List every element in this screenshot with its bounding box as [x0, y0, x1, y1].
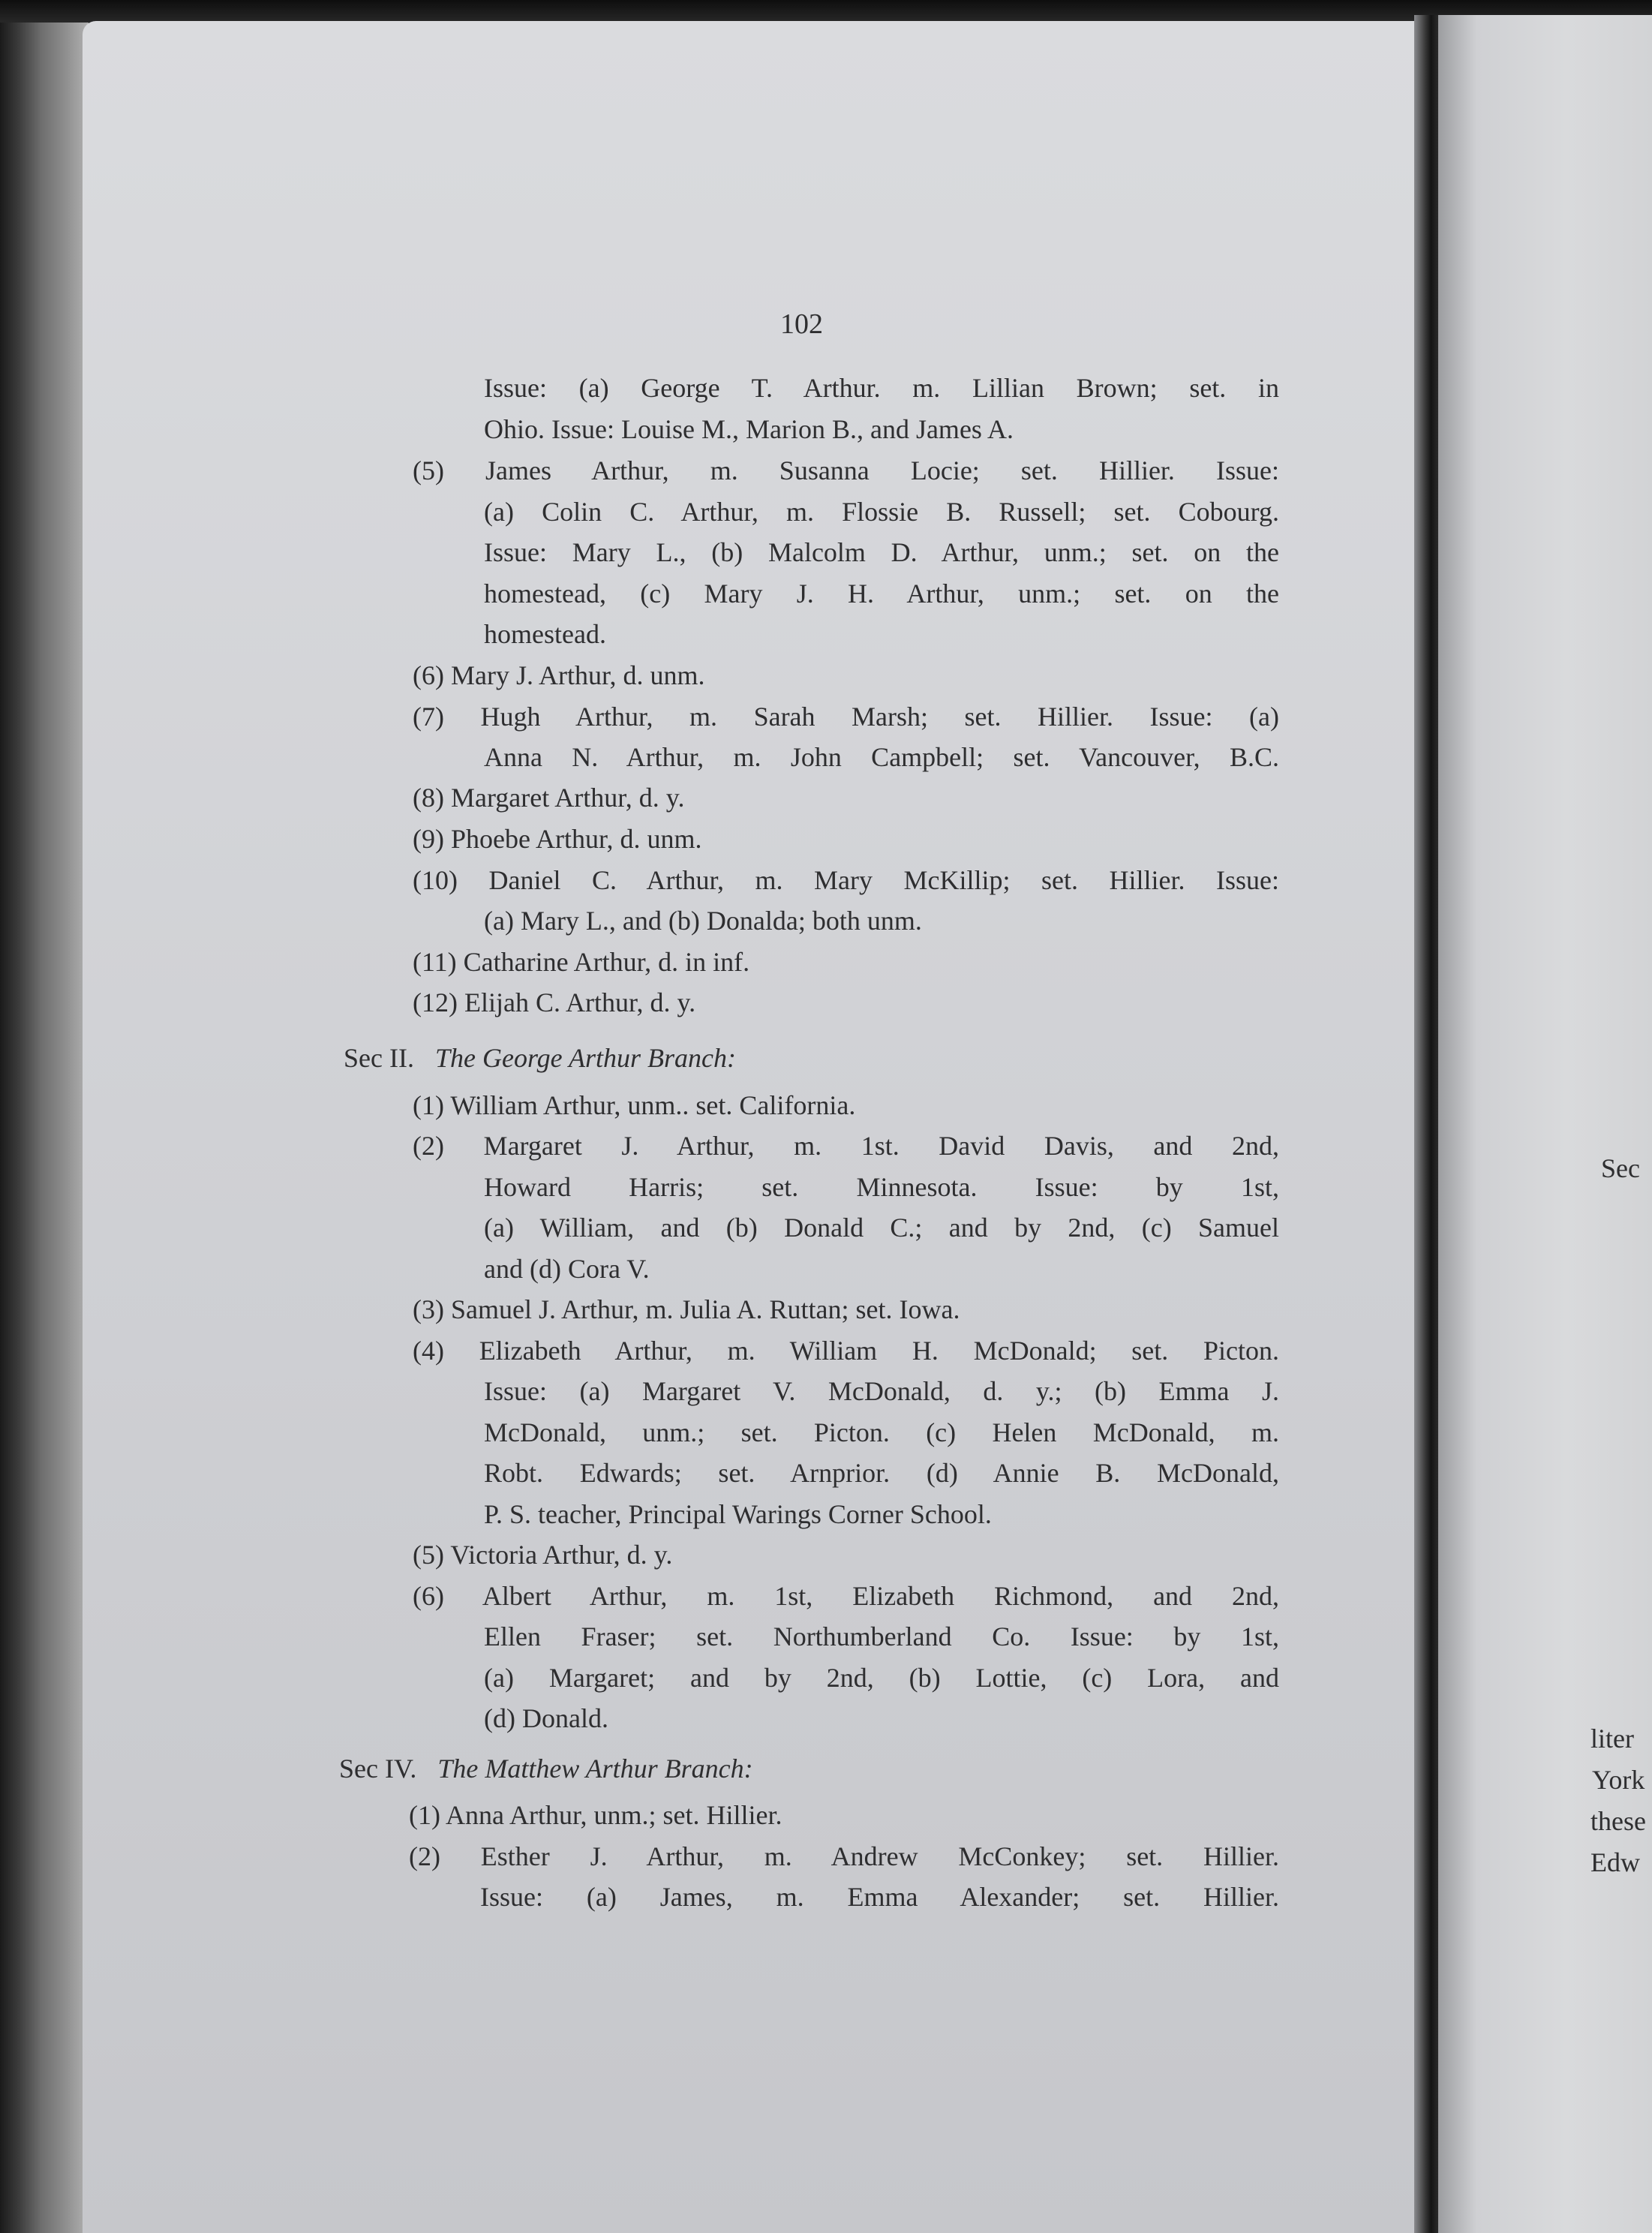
- text-line: Howard Harris; set. Minnesota. Issue: by 1st,: [484, 1172, 1279, 1202]
- text-line: (8) Margaret Arthur, d. y.: [413, 783, 685, 813]
- text-line: McDonald, unm.; set. Picton. (c) Helen McDonald, m.: [484, 1417, 1279, 1447]
- text-line: (3) Samuel J. Arthur, m. Julia A. Ruttan; set. Iowa.: [413, 1294, 960, 1324]
- text-line: (10) Daniel C. Arthur, m. Mary McKillip; set. Hillier. Issue:: [413, 865, 1279, 895]
- section-heading: [339, 1748, 753, 1789]
- text-line: Robt. Edwards; set. Arnprior. (d) Annie B. McDonald,: [484, 1458, 1279, 1488]
- text-line: homestead, (c) Mary J. H. Arthur, unm.; set. on the: [484, 579, 1279, 609]
- section-title: The Matthew Arthur Branch:: [437, 1754, 753, 1784]
- right-page-fragment: these: [1590, 1806, 1646, 1836]
- text-line: (11) Catharine Arthur, d. in inf.: [413, 947, 750, 977]
- text-line: Issue: (a) George T. Arthur. m. Lillian Brown; set. in: [484, 373, 1279, 403]
- text-line: (6) Albert Arthur, m. 1st, Elizabeth Richmond, and 2nd,: [413, 1581, 1279, 1611]
- text-line: (12) Elijah C. Arthur, d. y.: [413, 987, 696, 1017]
- text-line: homestead.: [484, 619, 606, 649]
- text-line: Ohio. Issue: Louise M., Marion B., and James A.: [484, 414, 1014, 444]
- text-line: P. S. teacher, Principal Warings Corner School.: [484, 1499, 992, 1529]
- text-line: (5) Victoria Arthur, d. y.: [413, 1540, 673, 1570]
- text-line: (d) Donald.: [484, 1703, 608, 1733]
- text-line: Ellen Fraser; set. Northumberland Co. Issue: by 1st,: [484, 1621, 1279, 1651]
- text-line: Issue: Mary L., (b) Malcolm D. Arthur, unm.; set. on the: [484, 537, 1279, 567]
- text-line: (9) Phoebe Arthur, d. unm.: [413, 824, 702, 854]
- right-page: [1438, 15, 1652, 2233]
- book-gutter: [1414, 15, 1438, 2233]
- text-line: (a) William, and (b) Donald C.; and by 2nd, (c) Samuel: [484, 1213, 1279, 1243]
- right-page-fragment: York: [1592, 1765, 1645, 1795]
- section-title: The George Arthur Branch:: [434, 1043, 736, 1073]
- text-line: (1) William Arthur, unm.. set. California.: [413, 1090, 856, 1120]
- right-page-fragment: Sec: [1601, 1153, 1640, 1183]
- text-line: Anna N. Arthur, m. John Campbell; set. Vancouver, B.C.: [484, 742, 1279, 772]
- text-line: (a) Colin C. Arthur, m. Flossie B. Russell; set. Cobourg.: [484, 497, 1279, 527]
- text-line: (a) Mary L., and (b) Donalda; both unm.: [484, 906, 922, 936]
- text-line: (1) Anna Arthur, unm.; set. Hillier.: [409, 1800, 782, 1830]
- text-line: Issue: (a) James, m. Emma Alexander; set. Hillier.: [480, 1882, 1279, 1912]
- book-edge: [0, 23, 89, 2233]
- page-number: 102: [780, 308, 823, 340]
- text-line: (a) Margaret; and by 2nd, (b) Lottie, (c) Lora, and: [484, 1663, 1279, 1693]
- right-page-fragment: liter: [1590, 1724, 1634, 1754]
- text-line: (2) Margaret J. Arthur, m. 1st. David Davis, and 2nd,: [413, 1131, 1279, 1161]
- text-line: and (d) Cora V.: [484, 1254, 650, 1284]
- text-line: Issue: (a) Margaret V. McDonald, d. y.; (b) Emma J.: [484, 1376, 1279, 1406]
- section-heading: [344, 1038, 736, 1078]
- text-line: (2) Esther J. Arthur, m. Andrew McConkey; set. Hillier.: [409, 1841, 1279, 1871]
- text-line: (6) Mary J. Arthur, d. unm.: [413, 660, 705, 690]
- section-label: Sec IV.: [339, 1754, 417, 1784]
- text-line: (4) Elizabeth Arthur, m. William H. McDonald; set. Picton.: [413, 1336, 1279, 1366]
- section-label: Sec II.: [344, 1043, 414, 1073]
- right-page-fragment: Edw: [1590, 1847, 1640, 1877]
- text-line: (5) James Arthur, m. Susanna Locie; set. Hillier. Issue:: [413, 455, 1279, 485]
- text-line: (7) Hugh Arthur, m. Sarah Marsh; set. Hillier. Issue: (a): [413, 702, 1279, 732]
